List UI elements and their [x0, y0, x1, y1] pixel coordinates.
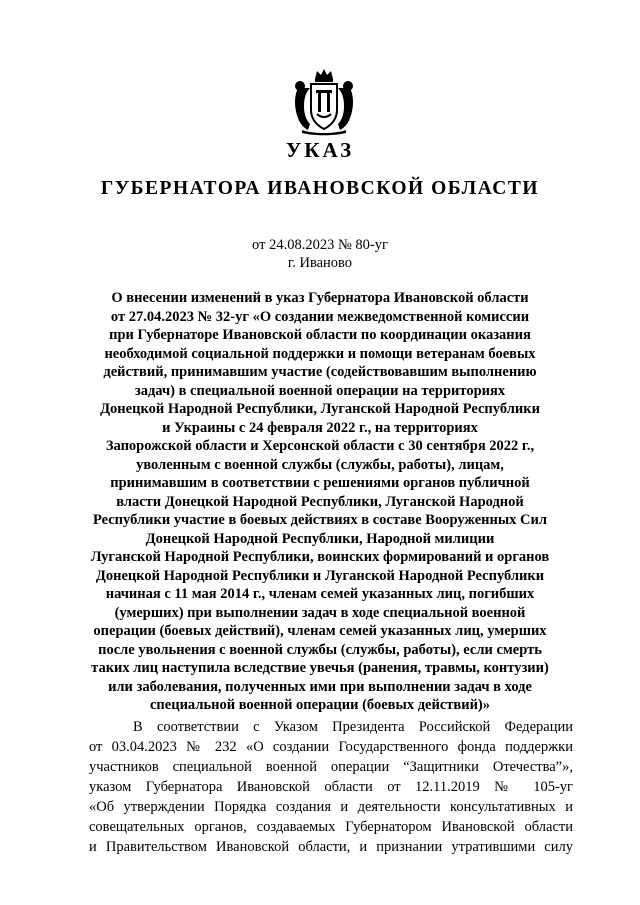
- body-line: участников специальной военной операции “Защитники Отечества”»,: [89, 759, 573, 775]
- coat-of-arms-icon: [288, 66, 360, 136]
- heading-line: или заболевания, полученных ими при выполнении задач в ходе: [108, 678, 532, 695]
- heading-line: и Украины с 24 февраля 2022 г., на территориях: [162, 419, 478, 436]
- heading-line: (умерших) при выполнении задач в ходе специальной военной: [114, 604, 526, 621]
- heading-line: операции (боевых действий), членам семей указанных лиц, умерших: [93, 623, 547, 639]
- body-line: указом Губернатора Ивановской области от 12.11.2019 № 105-уг: [89, 779, 573, 795]
- date-number: от 24.08.2023 № 80-уг: [252, 237, 388, 253]
- heading-line: начиная с 11 мая 2014 г., членам семей указанных лиц, погибших: [105, 586, 535, 602]
- issuer-title: ГУБЕРНАТОРА ИВАНОВСКОЙ ОБЛАСТИ: [100, 178, 540, 199]
- body-line: «Об утверждении Порядка создания и деятельности консультативных и: [89, 799, 573, 815]
- city: г. Иваново: [287, 255, 353, 271]
- heading-line: таких лиц наступила вследствие увечья (ранения, травмы, контузии): [91, 660, 549, 676]
- body-line: В соответствии с Указом Президента Российской Федерации: [133, 719, 573, 735]
- heading-line: Донецкой Народной Республики и Луганской Народной Республики: [95, 567, 545, 584]
- heading-line: Донецкой Народной Республики, Луганской Народной Республики: [100, 401, 540, 417]
- heading-line: необходимой социальной поддержки и помощи ветеранам боевых: [104, 345, 536, 362]
- body-paragraph: [89, 717, 573, 857]
- heading-line: Запорожской области и Херсонской области с 30 сентября 2022 г.,: [105, 438, 535, 454]
- body-line: от 03.04.2023 № 232 «О создании Государственного фонда поддержки: [89, 739, 573, 755]
- heading-line: Донецкой Народной Республики, Народной милиции: [145, 530, 495, 547]
- heading-line: Республики участие в боевых действиях в составе Вооруженных Сил: [92, 512, 548, 528]
- heading-line: Луганской Народной Республики, воинских формирований и органов: [90, 549, 550, 565]
- heading-line: власти Донецкой Народной Республики, Луганской Народной: [116, 493, 524, 510]
- heading-line: принимавшим в соответствии с решениями органов публичной: [110, 475, 530, 491]
- heading-line: О внесении изменений в указ Губернатора Ивановской области: [111, 290, 529, 306]
- body-line: и Правительством Ивановской области, и признании утратившими силу: [89, 839, 573, 855]
- document-heading: [80, 289, 560, 715]
- heading-line: уволенным с военной службы (службы, работы), лицам,: [136, 456, 504, 473]
- heading-line: специальной военной операции (боевых действий)»: [150, 697, 490, 713]
- heading-line: задач) в специальной военной операции на территориях: [134, 382, 506, 399]
- heading-line: действий, принимавшим участие (содействовавшим выполнению: [103, 364, 537, 380]
- document-type: УКАЗ: [285, 138, 355, 162]
- body-line: совещательных органов, создаваемых Губернатором Ивановской области: [89, 819, 573, 835]
- date-and-place: [0, 236, 640, 272]
- heading-line: при Губернаторе Ивановской области по координации оказания: [109, 327, 531, 343]
- heading-line: после увольнения с военной службы (службы, работы), если смерть: [98, 641, 542, 658]
- heading-line: от 27.04.2023 № 32-уг «О создании межведомственной комиссии: [110, 308, 530, 325]
